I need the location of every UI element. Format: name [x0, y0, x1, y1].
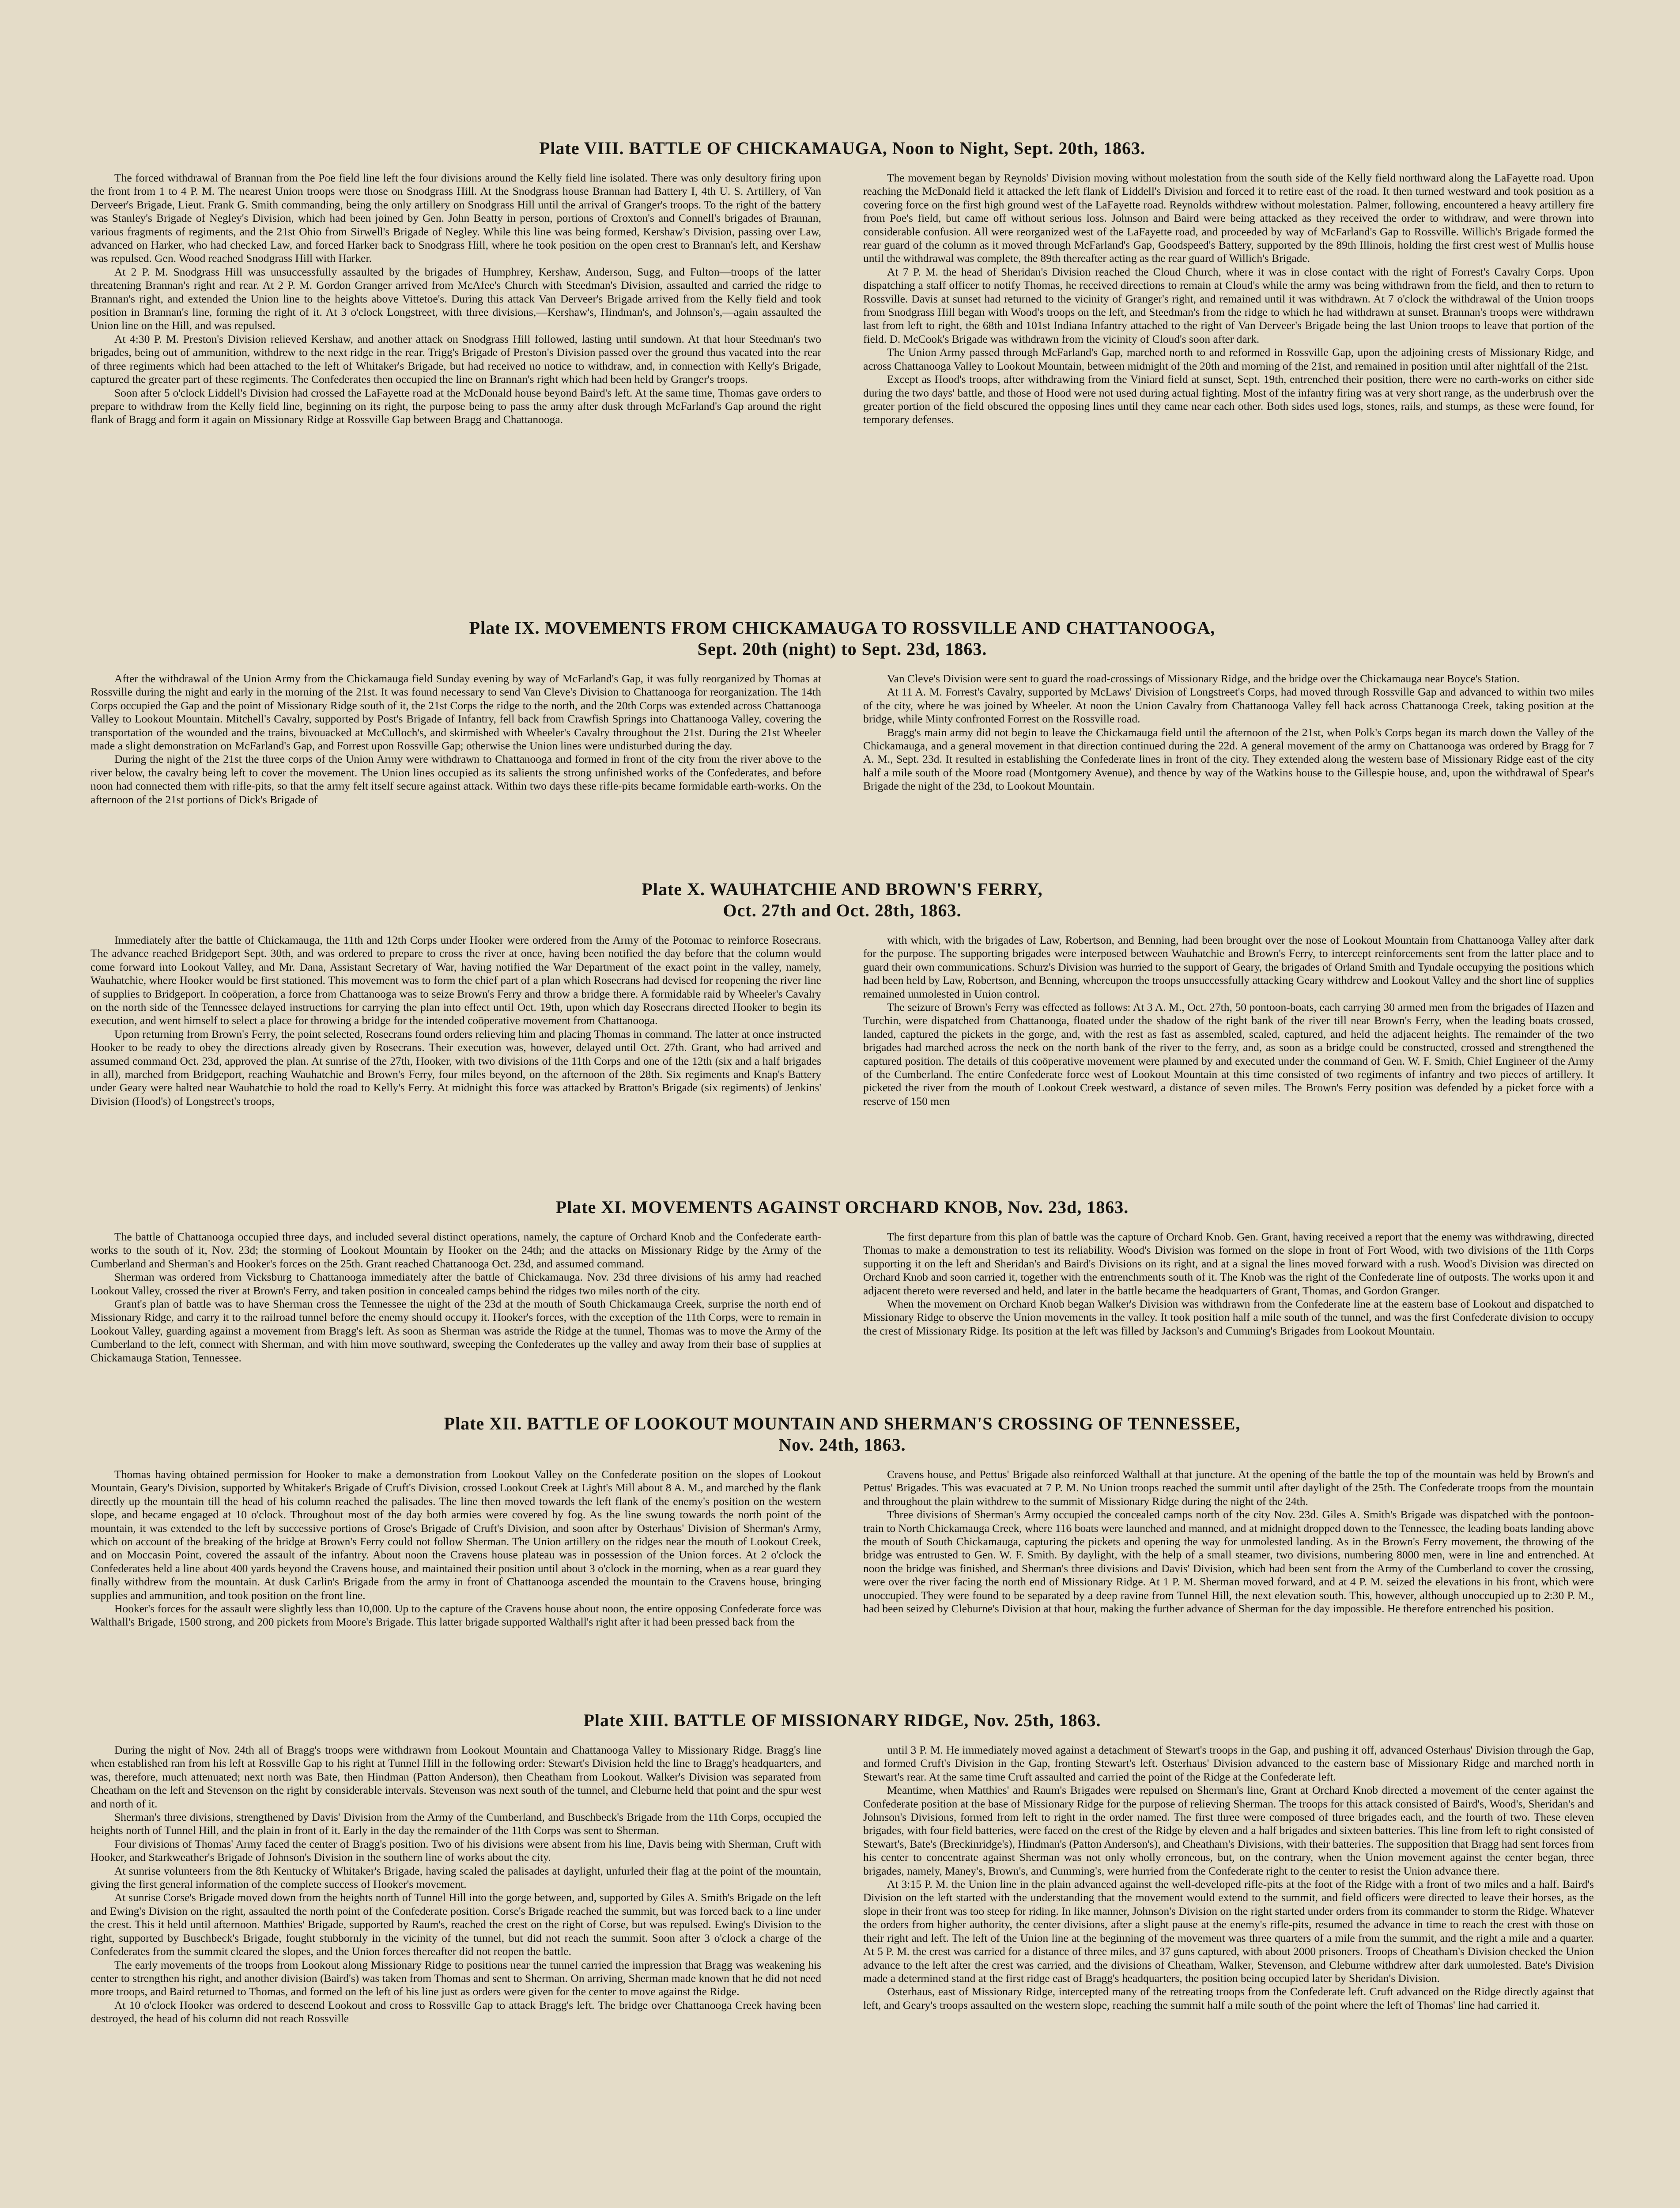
section-subtitle: Oct. 27th and Oct. 28th, 1863. [723, 900, 962, 920]
plate-viii-section [91, 138, 1594, 427]
paragraph: Three divisions of Sherman's Army occupied the concealed camps north of the city Nov. 23d. Giles A. Smith's Brigade was dispatched with the pontoon-train to North Chickamauga Creek, where 116 boats were launched and manned, and at midnight dropped down to the Tennessee, the leading boats landing above the mouth of South Chickamauga, capturing the pickets and opening the way for unmolested landing. As in the Brown's Ferry movement, the throwing of the bridge was entrusted to Gen. W. F. Smith. By daylight, with the help of a small steamer, two divisions, numbering 8000 men, were in line and entrenched. At noon the bridge was finished, and Sherman's three divisions and Davis' Division, which had been sent from the Army of the Cumberland to cover the crossing, were over the river facing the north end of Missionary Ridge. At 1 P. M. Sherman moved forward, and at 4 P. M. seized the elevations in his front, which were unoccupied. They were found to be separated by a deep ravine from Tunnel Hill, the next elevation south. This, however, although unoccupied up to 2:30 P. M., had been seized by Cleburne's Division at that hour, making the further advance of Sherman for the day impossible. He therefore entrenched his position. [863, 1508, 1594, 1615]
section-title: Plate X. WAUHATCHIE AND BROWN'S FERRY, [642, 879, 1043, 899]
section-title: Plate IX. MOVEMENTS FROM CHICKAMAUGA TO ROSSVILLE AND CHATTANOOGA, [469, 618, 1216, 638]
paragraph: At sunrise volunteers from the 8th Kentucky of Whitaker's Brigade, having scaled the palisades at daylight, unfurled their flag at the point of the mountain, giving the first general information of the complete success of Hooker's movement. [91, 1864, 821, 1891]
paragraph: Sherman's three divisions, strengthened by Davis' Division from the Army of the Cumberland, and Buschbeck's Brigade from the 11th Corps, occupied the heights north of Tunnel Hill, and the plain in front of it. Early in the day the remainder of the 11th Corps was sent to Sherman. [91, 1811, 821, 1837]
paragraph: Except as Hood's troops, after withdrawing from the Viniard field at sunset, Sept. 19th, entrenched their position, there were no earth-works on either side during the two days' battle, and those of Hood were not used during actual fighting. Most of the infantry firing was at very short range, as the underbrush over the greater portion of the field obscured the opposing lines until they came near each other. Both sides used logs, stones, rails, and stumps, as these were found, for temporary defenses. [863, 373, 1594, 426]
paragraph: At 7 P. M. the head of Sheridan's Division reached the Cloud Church, where it was in close contact with the right of Forrest's Cavalry Corps. Upon dispatching a staff officer to notify Thomas, he received directions to remain at Cloud's while the army was being withdrawn from the field, and then to return to Rossville. Davis at sunset had returned to the vicinity of Granger's right, and remained until it was withdrawn. At 7 o'clock the withdrawal of the Union troops from Snodgrass Hill began with Wood's troops on the left, and Steedman's from the ridge to which he had withdrawn at sunset. Brannan's troops were withdrawn last from left to right, the 68th and 101st Indiana Infantry attached to the right of Van Derveer's Brigade being the last Union troops to leave that portion of the field. D. McCook's Brigade was withdrawn from the vicinity of Cloud's soon after dark. [863, 265, 1594, 345]
left-column [91, 1230, 821, 1365]
paragraph: Immediately after the battle of Chickamauga, the 11th and 12th Corps under Hooker were ordered from the Army of the Potomac to reinforce Rosecrans. The advance reached Bridgeport Sept. 30th, and was ordered to prepare to cross the river at once, having been notified the day before that the column would come forward into Lookout Valley, and Mr. Dana, Assistant Secretary of War, having notified the War Department of the exact point in the valley, namely, Wauhatchie, where Hooker would be first stationed. This movement was to form the chief part of a plan which Rosecrans had devised for reopening the river line of supplies to Bridgeport. In coöperation, a force from Chattanooga was to seize Brown's Ferry and throw a bridge there. A formidable raid by Wheeler's Cavalry on the north side of the Tennessee delayed instructions for carrying the plan into effect until Oct. 19th, upon which day Rosecrans directed Hooker to begin its execution, and went himself to select a place for throwing a bridge for the intended coöperative movement from Chattanooga. [91, 934, 821, 1027]
right-column [863, 1230, 1594, 1365]
paragraph: The first departure from this plan of battle was the capture of Orchard Knob. Gen. Grant, having received a report that the enemy was withdrawing, directed Thomas to make a demonstration to test its reliability. Wood's Division was formed on the slope in front of Fort Wood, with two divisions of the 11th Corps supporting it on the left and Sheridan's and Baird's Divisions on its right, and at a signal the lines moved forward with a rush. Wood's Division was directed on Orchard Knob and soon carried it, together with the entrenchments south of it. The Knob was the right of the Confederate line of outposts. The works upon it and adjacent thereto were reversed and held, and later in the battle became the headquarters of Grant, Thomas, and Gordon Granger. [863, 1230, 1594, 1297]
plate-ix-section [91, 617, 1594, 806]
paragraph: The Union Army passed through McFarland's Gap, marched north to and reformed in Rossville Gap, upon the adjoining crests of Missionary Ridge, and across Chattanooga Valley to Lookout Mountain, between midnight of the 20th and morning of the 21st, and remained in position until after nightfall of the 21st. [863, 346, 1594, 372]
paragraph: Upon returning from Brown's Ferry, the point selected, Rosecrans found orders relieving him and placing Thomas in command. The latter at once instructed Hooker to be ready to obey the directions already given by Rosecrans. Their execution was, however, delayed until Oct. 27th. Grant, who had arrived and assumed command Oct. 23d, approved the plan. At sunrise of the 27th, Hooker, with two divisions of the 11th Corps and one of the 12th (six and a half brigades in all), marched from Bridgeport, reaching Wauhatchie and Brown's Ferry, four miles beyond, on the afternoon of the 28th. Six regiments and Knap's Battery under Geary were halted near Wauhatchie to hold the road to Kelly's Ferry. At midnight this force was attacked by Bratton's Brigade (six regiments) of Jenkins' Division (Hood's) of Longstreet's troops, [91, 1027, 821, 1108]
paragraph: Osterhaus, east of Missionary Ridge, intercepted many of the retreating troops from the Confederate left. Cruft advanced on the Ridge directly against that left, and Geary's troops assaulted on the western slope, reaching the summit half a mile south of the point where the left of Thomas' line had carried it. [863, 1985, 1594, 2011]
paragraph: until 3 P. M. He immediately moved against a detachment of Stewart's troops in the Gap, and pushing it off, advanced Osterhaus' Division through the Gap, and formed Cruft's Division in the Gap, fronting Stewart's left. Osterhaus' Division advanced to the eastern base of Missionary Ridge and marched north in Stewart's rear. At the same time Cruft assaulted and carried the point of the Ridge at the Confederate left. [863, 1743, 1594, 1783]
paragraph: The movement began by Reynolds' Division moving without molestation from the south side of the Kelly field northward along the LaFayette road. Upon reaching the McDonald field it attacked the left flank of Liddell's Division and forced it to retire east of the road. It then turned westward and took position as a covering force on the first high ground west of the LaFayette road. Reynolds withdrew without molestation. Palmer, following, encountered a heavy artillery fire from Poe's field, but came off without serious loss. Johnson and Baird were being attacked as they received the order to withdraw, and were thrown into considerable confusion. All were reorganized west of the LaFayette road, and proceeded by way of McFarland's Gap to Rossville. Willich's Brigade formed the rear guard of the column as it moved through McFarland's Gap, Goodspeed's Battery, supported by the 89th Illinois, holding the first crest west of Mullis house until the withdrawal was complete, the 89th thereafter acting as the rear guard of Willich's Brigade. [863, 171, 1594, 265]
paragraph: At 11 A. M. Forrest's Cavalry, supported by McLaws' Division of Longstreet's Corps, had moved through Rossville Gap and advanced to within two miles of the city, where he was joined by Wheeler. At noon the Union Cavalry from Chattanooga Valley fell back across Chattanooga Creek, taking position at the bridge, while Minty confronted Forrest on the Rossville road. [863, 685, 1594, 726]
section-subtitle: Nov. 24th, 1863. [778, 1435, 906, 1455]
paragraph: Cravens house, and Pettus' Brigade also reinforced Walthall at that juncture. At the opening of the battle the top of the mountain was held by Brown's and Pettus' Brigades. This was evacuated at 7 P. M. No Union troops reached the summit until after daylight of the 25th. The Confederate troops from the mountain and throughout the plain withdrew to the summit of Missionary Ridge during the night of the 24th. [863, 1468, 1594, 1508]
left-column [91, 1743, 821, 2026]
paragraph: The forced withdrawal of Brannan from the Poe field line left the four divisions around the Kelly field line isolated. There was only desultory firing upon the front from 1 to 4 P. M. The nearest Union troops were those on Snodgrass Hill. At the Snodgrass house Brannan had Battery I, 4th U. S. Artillery, of Van Derveer's Brigade, Lieut. Frank G. Smith commanding, being the only artillery on Snodgrass Hill until the arrival of Granger's troops. To the right of the battery was Stanley's Brigade of Negley's Division, which had been joined by Gen. John Beatty in person, portions of Croxton's and Connell's brigades of Brannan, various fragments of regiments, and the 21st Ohio from Sirwell's Brigade of Negley. While this line was being formed, Kershaw's Division, passing over Law, advanced on Harker, who had checked Law, and forced Harker back to Snodgrass Hill, where he took position on the open crest to Brannan's left, and Kershaw was repulsed. Gen. Wood reached Snodgrass Hill with Harker. [91, 171, 821, 265]
paragraph: The battle of Chattanooga occupied three days, and included several distinct operations, namely, the capture of Orchard Knob and the Confederate earth-works to the south of it, Nov. 23d; the storming of Lookout Mountain by Hooker on the 24th; and the attacks on Missionary Ridge by the Army of the Cumberland and Sherman's and Hooker's forces on the 25th. Grant reached Chattanooga Oct. 23d, and assumed command. [91, 1230, 821, 1270]
left-column [91, 1468, 821, 1629]
paragraph: At 4:30 P. M. Preston's Division relieved Kershaw, and another attack on Snodgrass Hill followed, lasting until sundown. At that hour Steedman's two brigades, being out of ammunition, withdrew to the next ridge in the rear. Trigg's Brigade of Preston's Division passed over the ground thus vacated into the rear of three regiments which had been attached to the left of Whitaker's Brigade, but had received no notice to withdraw, and, in connection with Kelly's Brigade, captured the greater part of these regiments. The Confederates then occupied the line on Brannan's right which had been held by Granger's troops. [91, 332, 821, 386]
right-column [863, 1468, 1594, 1629]
plate-x-section [91, 879, 1594, 1108]
section-title: Plate VIII. BATTLE OF CHICKAMAUGA, Noon to Night, Sept. 20th, 1863. [539, 138, 1145, 158]
left-column [91, 934, 821, 1108]
paragraph: Hooker's forces for the assault were slightly less than 10,000. Up to the capture of the Cravens house about noon, the entire opposing Confederate force was Walthall's Brigade, 1500 strong, and 200 pickets from Moore's Brigade. This latter brigade supported Walthall's right after it had been pressed back from the [91, 1602, 821, 1629]
paragraph: When the movement on Orchard Knob began Walker's Division was withdrawn from the Confederate line at the eastern base of Lookout and dispatched to Missionary Ridge to observe the Union movements in the valley. It took position half a mile south of the tunnel, and was the first Confederate division to occupy the crest of Missionary Ridge. Its position at the left was filled by Jackson's and Cumming's Brigades from Lookout Mountain. [863, 1297, 1594, 1337]
left-column [91, 672, 821, 806]
paragraph: During the night of the 21st the three corps of the Union Army were withdrawn to Chattanooga and formed in front of the city from the river above to the river below, the cavalry being left to cover the movement. The Union lines occupied as its salients the strong unfinished works of the Confederates, and before noon had connected them with rifle-pits, so that the army felt itself secure against attack. Within two days these rifle-pits became formidable earth-works. On the afternoon of the 21st portions of Dick's Brigade of [91, 752, 821, 806]
paragraph: At 2 P. M. Snodgrass Hill was unsuccessfully assaulted by the brigades of Humphrey, Kershaw, Anderson, Sugg, and Fulton—troops of the latter threatening Brannan's right and rear. At 2 P. M. Gordon Granger arrived from McAfee's Church with Steedman's Division, assaulted and carried the ridge to Brannan's right, and extended the Union line to the heights above Vittetoe's. During this attack Van Derveer's Brigade arrived from the Kelly field and took position in Brannan's line, forming the right of it. At 3 o'clock Longstreet, with three divisions,—Kershaw's, Hindman's, and Johnson's,—again assaulted the Union line on the Hill, and was repulsed. [91, 265, 821, 332]
section-title: Plate XIII. BATTLE OF MISSIONARY RIDGE, Nov. 25th, 1863. [583, 1710, 1101, 1730]
right-column [863, 1743, 1594, 2026]
paragraph: The early movements of the troops from Lookout along Missionary Ridge to positions near the tunnel carried the impression that Bragg was weakening his center to strengthen his right, and another division (Baird's) was taken from Thomas and sent to Sherman. On arriving, Sherman made known that he did not need more troops, and Baird returned to Thomas, and formed on the left of his line just as orders were given for the center to move against the Ridge. [91, 1958, 821, 1998]
paragraph: Van Cleve's Division were sent to guard the road-crossings of Missionary Ridge, and the bridge over the Chickamauga near Boyce's Station. [887, 672, 1520, 685]
paragraph: During the night of Nov. 24th all of Bragg's troops were withdrawn from Lookout Mountain and Chattanooga Valley to Missionary Ridge. Bragg's line when established ran from his left at Rossville Gap to his right at Tunnel Hill in the following order: Stewart's Division held the line to Bragg's headquarters, and was, therefore, much attenuated; next north was Bate, then Hindman (Patton Anderson), then Cheatham from Lookout. Walker's Division was separated from Cheatham on the left and Stevenson on the right by considerable intervals. Stevenson was next south of the tunnel, and Cleburne held that point and the spur west and north of it. [91, 1743, 821, 1810]
paragraph: At 3:15 P. M. the Union line in the plain advanced against the well-developed rifle-pits at the foot of the Ridge with a front of two miles and a half. Baird's Division on the left started with the understanding that the movement would extend to the summit, and field officers were directed to leave their horses, as the slope in their front was too steep for riding. In like manner, Johnson's Division on the right started under orders from its commander to storm the Ridge. Whatever the orders from higher authority, the center divisions, after a slight pause at the enemy's rifle-pits, resumed the advance in time to reach the crest with those on their right and left. The left of the Union line at the beginning of the movement was three quarters of a mile from the summit, and the right a mile and a quarter. At 5 P. M. the crest was carried for a distance of three miles, and 37 guns captured, with about 2000 prisoners. Troops of Cheatham's Division checked the Union advance to the left after the crest was carried, and the divisions of Cheatham, Walker, Stevenson, and Cleburne withdrew after dark unmolested. Bate's Division made a determined stand at the first ridge east of Bragg's headquarters, the position being occupied later by Sheridan's Division. [863, 1878, 1594, 1985]
paragraph: Sherman was ordered from Vicksburg to Chattanooga immediately after the battle of Chickamauga. Nov. 23d three divisions of his army had reached Lookout Valley, crossed the river at Brown's Ferry, and taken position in concealed camps behind the ridges two miles north of the city. [91, 1270, 821, 1297]
paragraph: The seizure of Brown's Ferry was effected as follows: At 3 A. M., Oct. 27th, 50 pontoon-boats, each carrying 30 armed men from the brigades of Hazen and Turchin, were dispatched from Chattanooga, floated under the shadow of the right bank of the river till near Brown's Ferry, when the leading boats crossed, landed, captured the pickets in the gorge, and, with the rest as fast as assembled, scaled, captured, and held the adjacent heights. The remainder of the two brigades had marched across the neck on the north bank of the river to the ferry, and, as soon as a bridge could be constructed, crossed and strengthened the captured position. The details of this coöperative movement were planned by and executed under the command of Gen. W. F. Smith, Chief Engineer of the Army of the Cumberland. The entire Confederate force west of Lookout Mountain at this time consisted of two regiments of infantry and two pieces of artillery. It picketed the river from the mouth of Lookout Creek westward, a distance of seven miles. The Brown's Ferry position was defended by a picket force with a reserve of 150 men [863, 1001, 1594, 1108]
paragraph: with which, with the brigades of Law, Robertson, and Benning, had been brought over the nose of Lookout Mountain from Chattanooga Valley after dark for the purpose. The supporting brigades were interposed between Wauhatchie and Brown's Ferry, to intercept reinforcements sent from the latter place and to guard their own communications. Schurz's Division was hurried to the support of Geary, the brigades of Orland Smith and Tyndale occupying the positions which had been held by Law, Robertson, and Benning, whereupon the troops unsuccessfully attacking Geary withdrew and Lookout Valley and the short line of supplies remained unmolested in Union control. [863, 934, 1594, 1000]
paragraph: Meantime, when Matthies' and Raum's Brigades were repulsed on Sherman's line, Grant at Orchard Knob directed a movement of the center against the Confederate position at the base of Missionary Ridge for the purpose of relieving Sherman. The troops for this attack consisted of Baird's, Wood's, Sheridan's and Johnson's Divisions, formed from left to right in the order named. The first three were composed of three brigades each, and the fourth of two. These eleven brigades, with four field batteries, were faced on the crest of the Ridge by eleven and a half brigades and sixteen batteries. This line from left to right consisted of Stewart's, Bate's (Breckinridge's), Hindman's (Patton Anderson's), and Cheatham's Divisions, with their batteries. The supposition that Bragg had sent forces from his center to concentrate against Sherman was not only wholly erroneous, but, on the contrary, when the Union movement against the center began, three brigades, namely, Maney's, Brown's, and Cumming's, were hurried from the Confederate right to the center to resist the Union advance there. [863, 1784, 1594, 1877]
right-column [863, 171, 1594, 427]
paragraph: After the withdrawal of the Union Army from the Chickamauga field Sunday evening by way of McFarland's Gap, it was fully reorganized by Thomas at Rossville during the night and early in the morning of the 21st. It was found necessary to send Van Cleve's Division to Chattanooga for reorganization. The 14th Corps occupied the Gap and the point of Missionary Ridge south of it, the 21st Corps the ridge to the north, and the 20th Corps was extended across Chattanooga Valley to Lookout Mountain. Mitchell's Cavalry, supported by Post's Brigade of Infantry, fell back from Crawfish Springs into Chattanooga Valley, covering the transportation of the wounded and the trains, bivouacked at McCulloch's, and skirmished with Wheeler's Cavalry throughout the 21st. During the 21st Wheeler made a slight demonstration on McFarland's Gap, and Forrest upon Rossville Gap; otherwise the Union lines were undisturbed during the day. [91, 672, 821, 752]
right-column [863, 934, 1594, 1108]
section-title: Plate XI. MOVEMENTS AGAINST ORCHARD KNOB, Nov. 23d, 1863. [555, 1197, 1129, 1217]
paragraph: Thomas having obtained permission for Hooker to make a demonstration from Lookout Valley on the Confederate position on the slopes of Lookout Mountain, Geary's Division, supported by Whitaker's Brigade of Cruft's Division, crossed Lookout Creek at Light's Mill about 8 A. M., and marched by the flank directly up the mountain till the head of his column reached the palisades. The line then moved towards the left flank of the enemy's position on the western slope, and became engaged at 10 o'clock. Throughout most of the day both armies were covered by fog. As the line swung towards the north point of the mountain, it was extended to the left by successive portions of Grose's Brigade of Cruft's Division, and soon after by Osterhaus' Division of Sherman's Army, which on account of the breaking of the bridge at Brown's Ferry could not follow Sherman. The Union artillery on the ridges near the mouth of Lookout Creek, and on Moccasin Point, covered the assault of the infantry. About noon the Cravens house plateau was in possession of the Union forces. At 2 o'clock the Confederates held a line about 400 yards beyond the Cravens house, and maintained their position until about 3 o'clock in the morning, when as a rear guard they finally withdrew from the mountain. At dusk Carlin's Brigade from the army in front of Chattanooga ascended the mountain to the Cravens house, bringing supplies and ammunition, and took position on the front line. [91, 1468, 821, 1602]
paragraph: Soon after 5 o'clock Liddell's Division had crossed the LaFayette road at the McDonald house beyond Baird's left. At the same time, Thomas gave orders to prepare to withdraw from the Kelly field line, beginning on its right, the purpose being to pass the army after dusk through McFarland's Gap around the right flank of Bragg and form it again on Missionary Ridge at Rossville Gap between Bragg and Chattanooga. [91, 386, 821, 426]
plate-xiii-section [91, 1710, 1594, 2026]
paragraph: Bragg's main army did not begin to leave the Chickamauga field until the afternoon of the 21st, when Polk's Corps began its march down the Valley of the Chickamauga, and a general movement in that direction continued during the 22d. A general movement of the army on Chattanooga was ordered by Bragg for 7 A. M., Sept. 23d. It resulted in establishing the Confederate lines in front of the city. They extended along the western base of Missionary Ridge east of the city half a mile south of the Moore road (Montgomery Avenue), and thence by way of the Watkins house to the Gillespie house, and, upon the withdrawal of Spear's Brigade the night of the 23d, to Lookout Mountain. [863, 726, 1594, 793]
paragraph: At sunrise Corse's Brigade moved down from the heights north of Tunnel Hill into the gorge between, and, supported by Giles A. Smith's Brigade on the left and Ewing's Division on the right, assaulted the north point of the Confederate position. Corse's Brigade reached the summit, but was forced back to a line under the crest. This it held until afternoon. Matthies' Brigade, supported by Raum's, reached the crest on the right of Corse, but was repulsed. Ewing's Division to the right, supported by Buschbeck's Brigade, fought stubbornly in the vicinity of the tunnel, but did not reach the summit. Soon after 3 o'clock a charge of the Confederates from the summit cleared the slopes, and the Union forces thereafter did not reopen the battle. [91, 1891, 821, 1958]
paragraph: Grant's plan of battle was to have Sherman cross the Tennessee the night of the 23d at the mouth of South Chickamauga Creek, surprise the north end of Missionary Ridge, and carry it to the railroad tunnel before the enemy should occupy it. Hooker's forces, with the exception of the 11th Corps, were to remain in Lookout Valley, guarding against a movement from Bragg's left. As soon as Sherman was astride the Ridge at the tunnel, Thomas was to move the Army of the Cumberland to the left, connect with Sherman, and with him move southward, sweeping the Confederates up the valley and away from their base of supplies at Chickamauga Station, Tennessee. [91, 1297, 821, 1364]
left-column [91, 171, 821, 427]
right-column [863, 672, 1594, 806]
paragraph: At 10 o'clock Hooker was ordered to descend Lookout and cross to Rossville Gap to attack Bragg's left. The bridge over Chattanooga Creek having been destroyed, the head of his column did not reach Rossville [91, 1998, 821, 2025]
section-subtitle: Sept. 20th (night) to Sept. 23d, 1863. [697, 639, 987, 659]
section-title: Plate XII. BATTLE OF LOOKOUT MOUNTAIN AND SHERMAN'S CROSSING OF TENNESSEE, [444, 1414, 1241, 1433]
plate-xii-section [91, 1413, 1594, 1629]
paragraph: Four divisions of Thomas' Army faced the center of Bragg's position. Two of his divisions were absent from his line, Davis being with Sherman, Cruft with Hooker, and Starkweather's Brigade of Johnson's Division in the southern line of works about the city. [91, 1837, 821, 1864]
plate-xi-section [91, 1197, 1594, 1365]
